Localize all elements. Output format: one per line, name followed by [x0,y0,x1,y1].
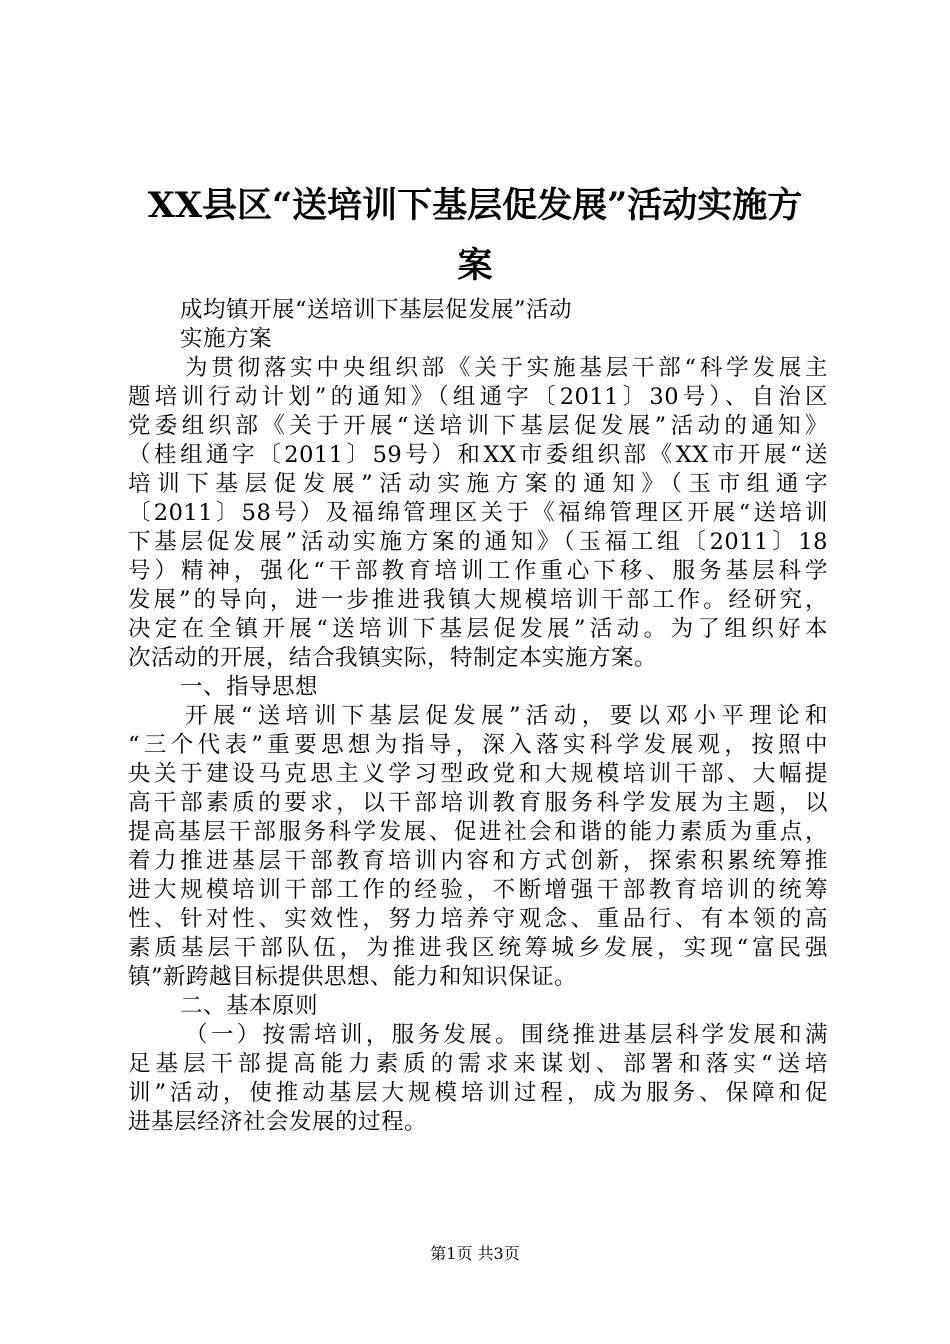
paragraph-line: “三个代表”重要思想为指导，深入落实科学发展观，按照中 [128,732,828,758]
paragraph-line: 决定在全镇开展“送培训下基层促发展”活动。为了组织好本 [128,616,828,642]
paragraph-line: 央关于建设马克思主义学习型政党和大规模培训干部、大幅提 [128,761,828,787]
paragraph-line: 次活动的开展，结合我镇实际，特制定本实施方案。 [128,645,658,671]
paragraph-line: 镇”新跨越目标提供思想、能力和知识保证。 [128,964,578,990]
paragraph-line: 足基层干部提高能力素质的需求来谋划、部署和落实“送培 [128,1051,828,1077]
paragraph-line: 进基层经济社会发展的过程。 [128,1109,428,1135]
subtitle-line: 实施方案 [180,326,273,352]
paragraph-line: 进大规模培训干部工作的经验，不断增强干部教育培训的统筹 [128,877,828,903]
paragraph-line: （桂组通字〔2011〕59号）和XX市委组织部《XX市开展“送 [128,442,828,468]
paragraph-line: 为贯彻落实中央组织部《关于实施基层干部“科学发展主 [185,355,828,381]
paragraph-line: 训”活动，使推动基层大规模培训过程，成为服务、保障和促 [128,1080,828,1106]
paragraph-line: （一）按需培训，服务发展。围绕推进基层科学发展和满 [185,1022,828,1048]
paragraph-line: 下基层促发展”活动实施方案的通知》（玉福工组〔2011〕18 [128,529,828,555]
document-title-line-2: 案 [457,245,493,286]
paragraph-line: 号）精神，强化“干部教育培训工作重心下移、服务基层科学 [128,558,828,584]
paragraph-line: 提高基层干部服务科学发展、促进社会和谐的能力素质为重点， [128,819,828,845]
paragraph-line: 素质基层干部队伍，为推进我区统筹城乡发展，实现“富民强 [128,935,828,961]
subtitle-line: 成均镇开展“送培训下基层促发展”活动 [180,297,573,323]
paragraph-line: 〔2011〕58号）及福绵管理区关于《福绵管理区开展“送培训 [128,500,828,526]
section-heading: 一、指导思想 [180,674,319,700]
paragraph-line: 发展”的导向，进一步推进我镇大规模培训干部工作。经研究， [128,587,828,613]
paragraph-line: 培训下基层促发展”活动实施方案的通知》（玉市组通字 [128,471,828,497]
paragraph-line: 着力推进基层干部教育培训内容和方式创新，探索积累统筹推 [128,848,828,874]
section-heading: 二、基本原则 [180,993,319,1019]
paragraph-line: 题培训行动计划”的通知》（组通字〔2011〕30号）、自治区 [128,384,828,410]
paragraph-line: 党委组织部《关于开展“送培训下基层促发展”活动的通知》 [128,413,828,439]
document-title-line-1: XX县区“送培训下基层促发展”活动实施方 [147,185,803,226]
document-body [128,296,828,1137]
paragraph-line: 开展“送培训下基层促发展”活动，要以邓小平理论和 [185,703,828,729]
page-footer: 第1页 共3页 [430,1244,520,1263]
paragraph-line: 性、针对性、实效性，努力培养守观念、重品行、有本领的高 [128,906,828,932]
paragraph-line: 高干部素质的要求，以干部培训教育服务科学发展为主题，以 [128,790,828,816]
